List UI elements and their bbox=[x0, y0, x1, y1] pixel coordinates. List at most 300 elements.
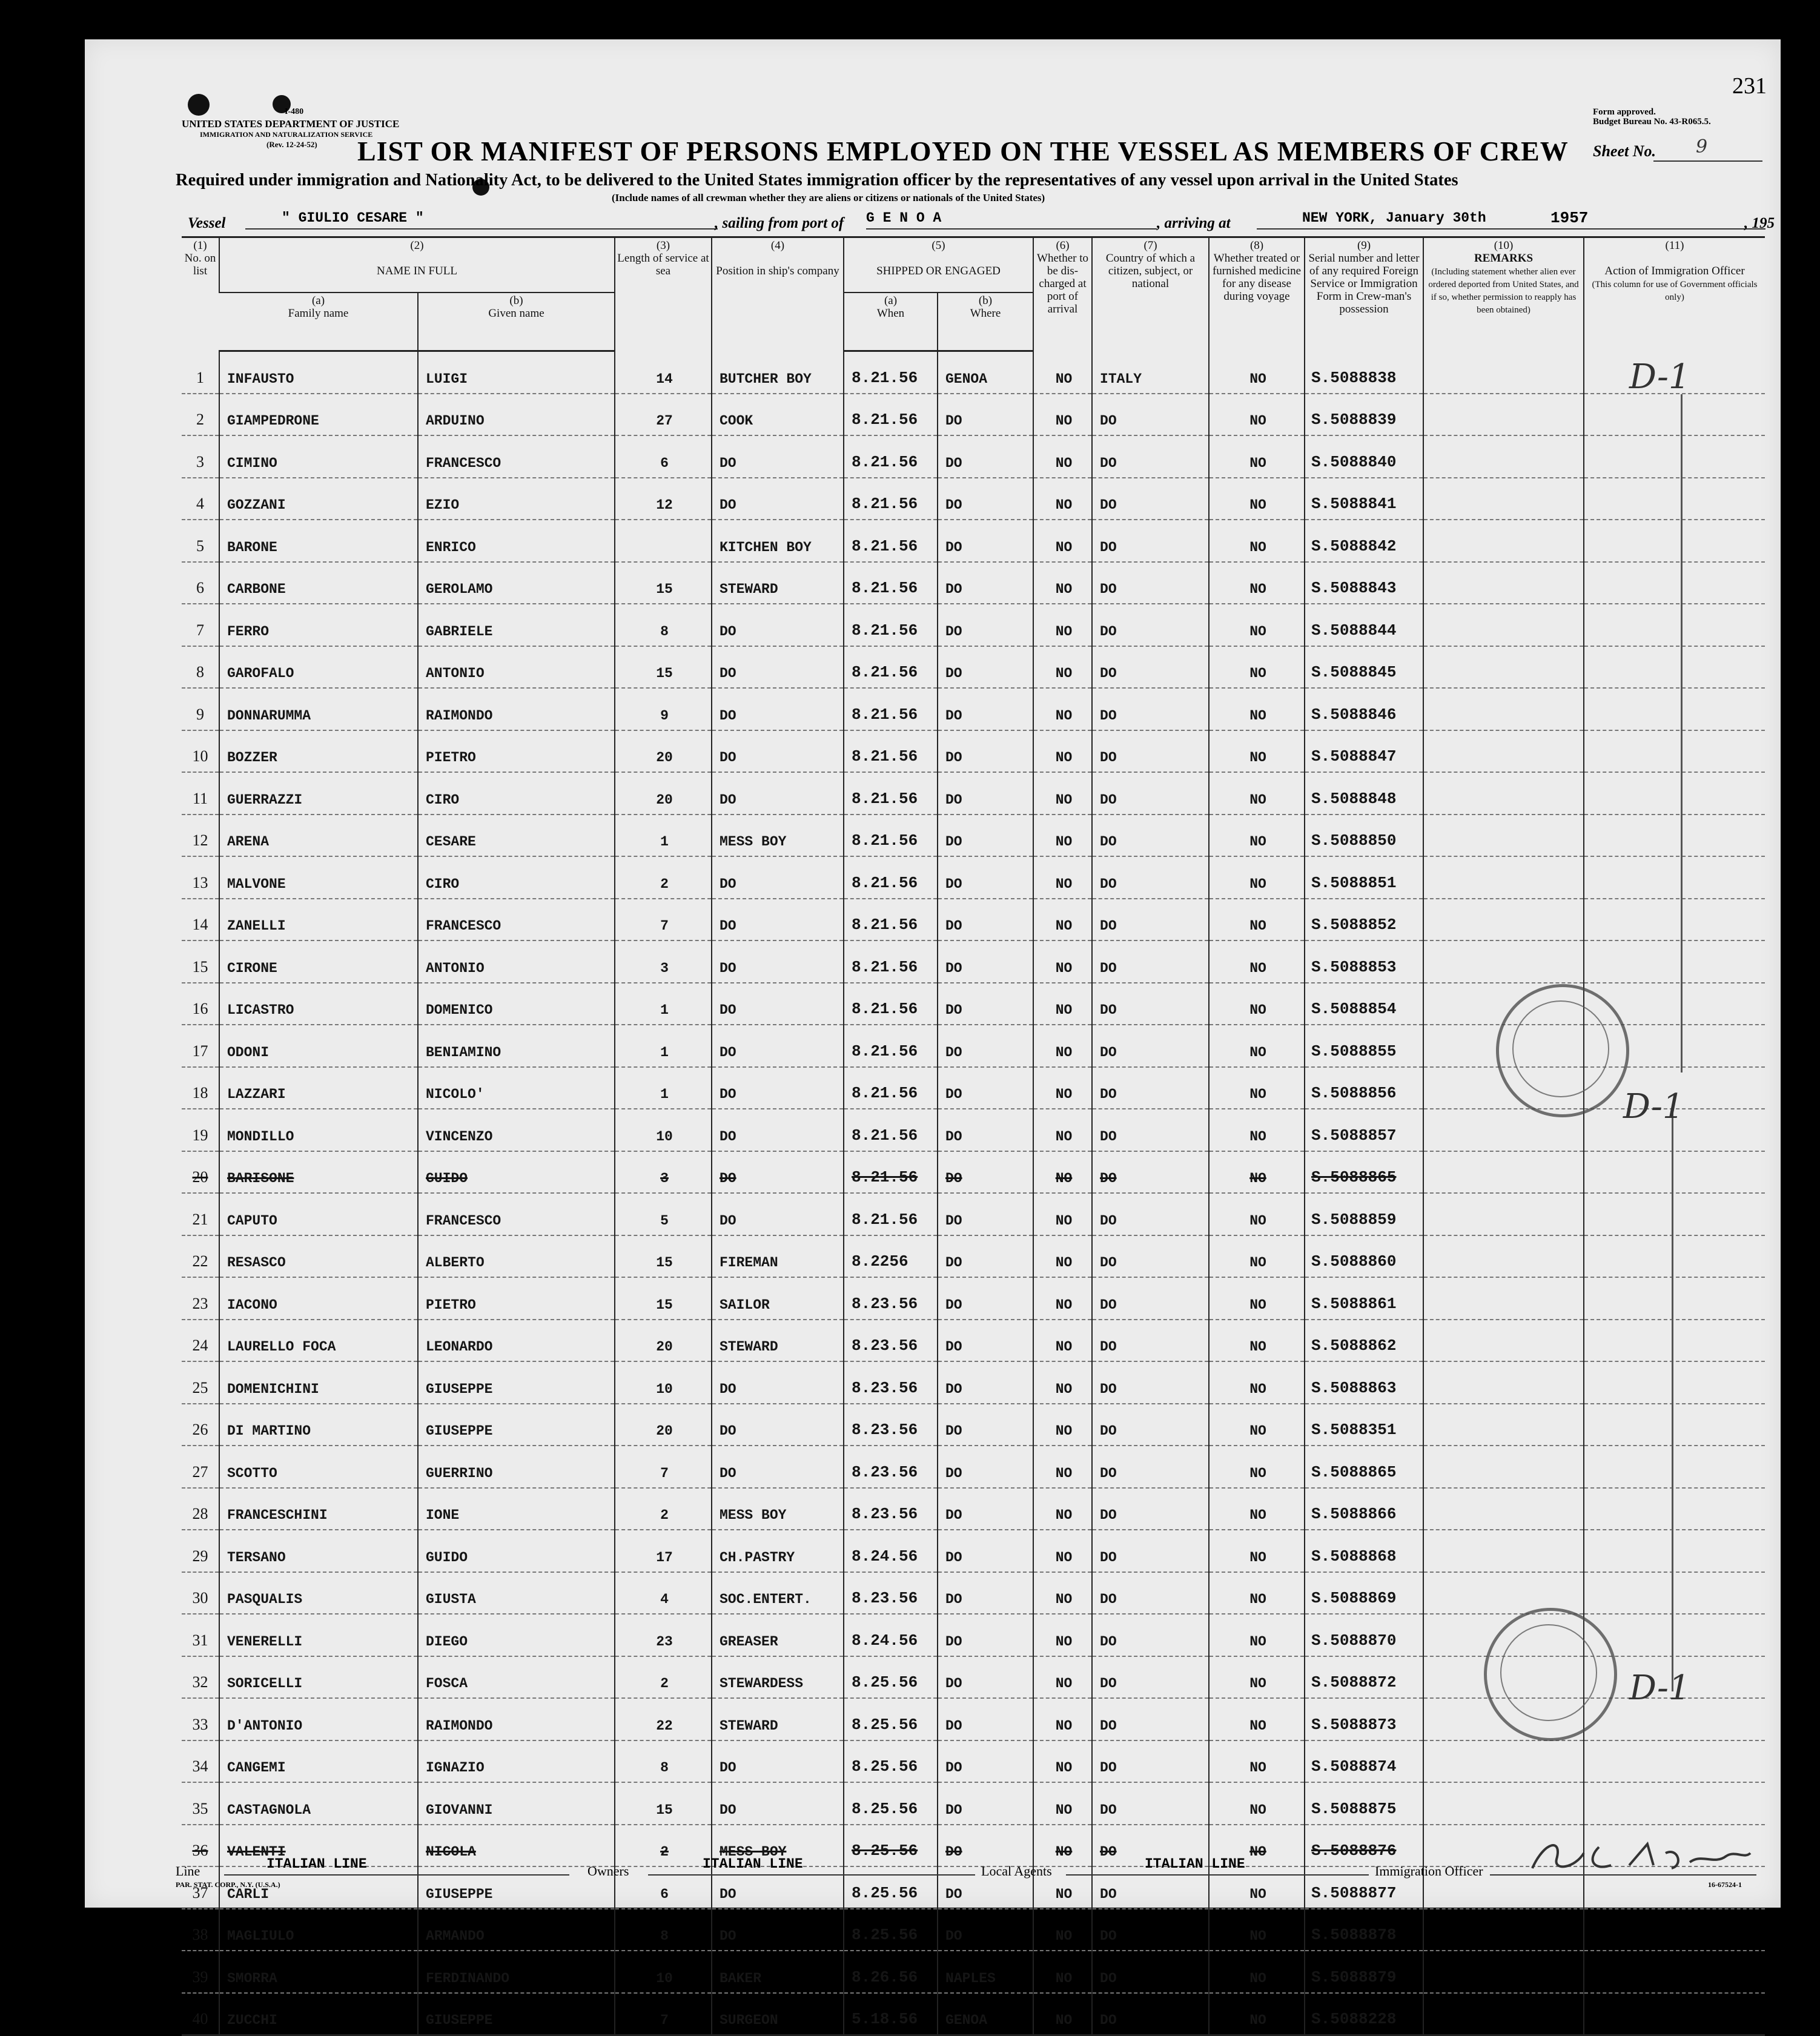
given-name-cell: NICOLO' bbox=[418, 1067, 615, 1109]
shipped-when-cell: 8.21.56 bbox=[844, 1025, 938, 1067]
discharge-cell: NO bbox=[1033, 1151, 1092, 1194]
discharge-cell: NO bbox=[1033, 1698, 1092, 1740]
table-row bbox=[182, 1277, 1765, 1320]
remarks-cell bbox=[1423, 1277, 1584, 1320]
service-length-cell: 15 bbox=[615, 1235, 712, 1278]
shipped-when-cell: 8.23.56 bbox=[844, 1572, 938, 1615]
remarks-cell bbox=[1423, 940, 1584, 983]
officer-action-cell bbox=[1584, 1235, 1765, 1278]
service-length-cell: 2 bbox=[615, 856, 712, 899]
discharge-cell: NO bbox=[1033, 1320, 1092, 1362]
country-cell: DO bbox=[1092, 1614, 1209, 1656]
row-number-cell: 3 bbox=[182, 435, 219, 478]
discharge-cell: NO bbox=[1033, 1361, 1092, 1404]
table-row bbox=[182, 1446, 1765, 1488]
position-cell: DO bbox=[712, 646, 844, 689]
sheet-number: 9 bbox=[1696, 136, 1708, 157]
shipped-when-cell: 8.25.56 bbox=[844, 1909, 938, 1951]
revision: (Rev. 12-24-52) bbox=[266, 140, 317, 149]
family-name-cell: GUERRAZZI bbox=[219, 772, 418, 815]
country-cell: DO bbox=[1092, 1825, 1209, 1867]
medicine-cell: NO bbox=[1209, 899, 1305, 941]
table-row bbox=[182, 604, 1765, 646]
medicine-cell: NO bbox=[1209, 1361, 1305, 1404]
action-bracket-line bbox=[1672, 1110, 1673, 1691]
country-cell: DO bbox=[1092, 1446, 1209, 1488]
remarks-cell bbox=[1423, 688, 1584, 730]
action-note: D-1 bbox=[1629, 1668, 1690, 1708]
officer-action-cell bbox=[1584, 688, 1765, 730]
service-length-cell: 10 bbox=[615, 1109, 712, 1151]
serial-number-cell: S.5088872 bbox=[1305, 1656, 1423, 1699]
given-name-cell: ENRICO bbox=[418, 520, 615, 562]
serial-number-cell: S.5088859 bbox=[1305, 1193, 1423, 1235]
table-row bbox=[182, 1151, 1765, 1194]
table-row bbox=[182, 688, 1765, 730]
medicine-cell: NO bbox=[1209, 1320, 1305, 1362]
officer-action-cell bbox=[1584, 772, 1765, 815]
position-cell: DO bbox=[712, 1193, 844, 1235]
country-cell: DO bbox=[1092, 435, 1209, 478]
remarks-cell bbox=[1423, 562, 1584, 604]
col-name-header: (2) NAME IN FULL bbox=[219, 237, 615, 293]
medicine-cell: NO bbox=[1209, 1740, 1305, 1783]
officer-signature bbox=[1526, 1835, 1756, 1877]
shipped-where-cell: DO bbox=[938, 1782, 1033, 1825]
position-cell: DO bbox=[712, 772, 844, 815]
medicine-cell: NO bbox=[1209, 1446, 1305, 1488]
row-number-cell: 36 bbox=[182, 1825, 219, 1867]
serial-number-cell: S.5088838 bbox=[1305, 351, 1423, 394]
row-number-cell: 31 bbox=[182, 1614, 219, 1656]
shipped-where-cell: DO bbox=[938, 1193, 1033, 1235]
service-length-cell: 20 bbox=[615, 1320, 712, 1362]
serial-number-cell: S.5088863 bbox=[1305, 1361, 1423, 1404]
service-length-cell: 12 bbox=[615, 478, 712, 520]
given-name-cell: ALBERTO bbox=[418, 1235, 615, 1278]
discharge-cell: NO bbox=[1033, 899, 1092, 941]
action-note: D-1 bbox=[1629, 357, 1690, 397]
table-row bbox=[182, 856, 1765, 899]
service-length-cell: 1 bbox=[615, 1025, 712, 1067]
shipped-when-cell: 8.21.56 bbox=[844, 478, 938, 520]
discharge-cell: NO bbox=[1033, 940, 1092, 983]
consulate-stamp bbox=[1496, 984, 1629, 1117]
given-name-cell: CESARE bbox=[418, 815, 615, 857]
position-cell: DO bbox=[712, 899, 844, 941]
medicine-cell: NO bbox=[1209, 1235, 1305, 1278]
medicine-cell: NO bbox=[1209, 1866, 1305, 1909]
officer-action-cell bbox=[1584, 520, 1765, 562]
shipped-when-cell: 8.21.56 bbox=[844, 1193, 938, 1235]
family-name-cell: RESASCO bbox=[219, 1235, 418, 1278]
row-number-cell: 4 bbox=[182, 478, 219, 520]
sailing-label: , sailing from port of bbox=[715, 215, 844, 231]
shipped-when-cell: 8.21.56 bbox=[844, 940, 938, 983]
remarks-cell bbox=[1423, 435, 1584, 478]
family-name-cell: MONDILLO bbox=[219, 1109, 418, 1151]
medicine-cell: NO bbox=[1209, 1909, 1305, 1951]
row-number-cell: 9 bbox=[182, 688, 219, 730]
arriving-year: 1957 bbox=[1550, 209, 1589, 227]
shipped-where-cell: DO bbox=[938, 1698, 1033, 1740]
service: IMMIGRATION AND NATURALIZATION SERVICE bbox=[200, 130, 373, 139]
position-cell: DO bbox=[712, 604, 844, 646]
country-cell: DO bbox=[1092, 1951, 1209, 1993]
position-cell: DO bbox=[712, 1109, 844, 1151]
service-length-cell: 27 bbox=[615, 394, 712, 436]
discharge-cell: NO bbox=[1033, 604, 1092, 646]
discharge-cell: NO bbox=[1033, 856, 1092, 899]
shipped-where-cell: DO bbox=[938, 730, 1033, 773]
family-name-cell: CASTAGNOLA bbox=[219, 1782, 418, 1825]
country-cell: DO bbox=[1092, 1572, 1209, 1615]
remarks-cell bbox=[1423, 899, 1584, 941]
table-row bbox=[182, 940, 1765, 983]
footer-line: ITALIAN LINE bbox=[266, 1856, 367, 1872]
position-cell: STEWARDESS bbox=[712, 1656, 844, 1699]
family-name-cell: BARISONE bbox=[219, 1151, 418, 1194]
officer-action-cell bbox=[1584, 1404, 1765, 1446]
remarks-cell bbox=[1423, 856, 1584, 899]
serial-number-cell: S.5088865 bbox=[1305, 1446, 1423, 1488]
family-name-cell: MALVONE bbox=[219, 856, 418, 899]
col-shipped-header: (5) SHIPPED OR ENGAGED bbox=[844, 237, 1033, 293]
serial-number-cell: S.5088845 bbox=[1305, 646, 1423, 689]
action-note: D-1 bbox=[1623, 1087, 1684, 1126]
medicine-cell: NO bbox=[1209, 1277, 1305, 1320]
row-number-cell: 30 bbox=[182, 1572, 219, 1615]
row-number-cell: 38 bbox=[182, 1909, 219, 1951]
medicine-cell: NO bbox=[1209, 1109, 1305, 1151]
col-no-header: (1) No. on list bbox=[182, 237, 219, 351]
remarks-cell bbox=[1423, 394, 1584, 436]
shipped-where-cell: DO bbox=[938, 983, 1033, 1025]
shipped-when-cell: 8.21.56 bbox=[844, 1067, 938, 1109]
position-cell: DO bbox=[712, 1740, 844, 1783]
sailing-port: G E N O A bbox=[866, 210, 942, 226]
family-name-cell: INFAUSTO bbox=[219, 351, 418, 394]
remarks-cell bbox=[1423, 1909, 1584, 1951]
remarks-cell bbox=[1423, 646, 1584, 689]
position-cell: MESS BOY bbox=[712, 1488, 844, 1530]
country-cell: DO bbox=[1092, 1404, 1209, 1446]
row-number-cell: 35 bbox=[182, 1782, 219, 1825]
remarks-cell bbox=[1423, 1404, 1584, 1446]
table-row bbox=[182, 1361, 1765, 1404]
family-name-cell: SMORRA bbox=[219, 1951, 418, 1993]
family-name-cell: ARENA bbox=[219, 815, 418, 857]
col-serial-header: (9) Serial number and letter of any required Foreign Service or Immigration Form in Crew-man's possession bbox=[1305, 237, 1423, 351]
medicine-cell: NO bbox=[1209, 856, 1305, 899]
country-cell: DO bbox=[1092, 394, 1209, 436]
row-number-cell: 8 bbox=[182, 646, 219, 689]
col-medicine-header: (8) Whether treated or furnished medicine for any disease during voyage bbox=[1209, 237, 1305, 351]
discharge-cell: NO bbox=[1033, 1067, 1092, 1109]
position-cell: STEWARD bbox=[712, 1320, 844, 1362]
family-name-cell: VALENTI bbox=[219, 1825, 418, 1867]
col-discharged-header: (6) Whether to be dis-charged at port of arrival bbox=[1033, 237, 1092, 351]
table-row bbox=[182, 646, 1765, 689]
shipped-when-cell: 8.21.56 bbox=[844, 688, 938, 730]
serial-number-cell: S.5088877 bbox=[1305, 1866, 1423, 1909]
country-cell: DO bbox=[1092, 1151, 1209, 1194]
remarks-cell bbox=[1423, 730, 1584, 773]
shipped-when-cell: 8.23.56 bbox=[844, 1404, 938, 1446]
shipped-when-cell: 5.18.56 bbox=[844, 1993, 938, 2035]
row-number-cell: 21 bbox=[182, 1193, 219, 1235]
position-cell: SOC.ENTERT. bbox=[712, 1572, 844, 1615]
table-row bbox=[182, 478, 1765, 520]
table-row bbox=[182, 815, 1765, 857]
shipped-when-cell: 8.25.56 bbox=[844, 1825, 938, 1867]
shipped-where-cell: DO bbox=[938, 1909, 1033, 1951]
shipped-where-cell: DO bbox=[938, 394, 1033, 436]
col-action-header: (11) Action of Immigration Officer (This column for use of Government officials only) bbox=[1584, 237, 1765, 351]
row-number-cell: 24 bbox=[182, 1320, 219, 1362]
country-cell: DO bbox=[1092, 772, 1209, 815]
budget-bureau: Budget Bureau No. 43-R065.5. bbox=[1593, 117, 1711, 127]
discharge-cell: NO bbox=[1033, 1446, 1092, 1488]
given-name-cell: GIUSEPPE bbox=[418, 1361, 615, 1404]
position-cell: STEWARD bbox=[712, 562, 844, 604]
given-name-cell: GUERRINO bbox=[418, 1446, 615, 1488]
service-length-cell: 20 bbox=[615, 730, 712, 773]
shipped-when-cell: 8.25.56 bbox=[844, 1866, 938, 1909]
vessel-label: Vessel bbox=[188, 215, 226, 231]
discharge-cell: NO bbox=[1033, 1656, 1092, 1699]
medicine-cell: NO bbox=[1209, 772, 1305, 815]
row-number-cell: 17 bbox=[182, 1025, 219, 1067]
officer-action-cell bbox=[1584, 856, 1765, 899]
country-cell: DO bbox=[1092, 1909, 1209, 1951]
remarks-cell bbox=[1423, 1740, 1584, 1783]
medicine-cell: NO bbox=[1209, 1951, 1305, 1993]
form-approved: Form approved. bbox=[1593, 107, 1656, 117]
service-length-cell: 2 bbox=[615, 1825, 712, 1867]
shipped-when-cell: 8.21.56 bbox=[844, 730, 938, 773]
position-cell: DO bbox=[712, 1866, 844, 1909]
discharge-cell: NO bbox=[1033, 1193, 1092, 1235]
service-length-cell: 4 bbox=[615, 1572, 712, 1615]
remarks-cell bbox=[1423, 604, 1584, 646]
given-name-cell: FRANCESCO bbox=[418, 435, 615, 478]
shipped-when-cell: 8.23.56 bbox=[844, 1446, 938, 1488]
serial-number-cell: S.5088860 bbox=[1305, 1235, 1423, 1278]
medicine-cell: NO bbox=[1209, 1614, 1305, 1656]
discharge-cell: NO bbox=[1033, 1951, 1092, 1993]
arriving-line bbox=[1257, 228, 1765, 230]
given-name-cell: GUIDO bbox=[418, 1151, 615, 1194]
row-number-cell: 14 bbox=[182, 899, 219, 941]
family-name-cell: CAPUTO bbox=[219, 1193, 418, 1235]
medicine-cell: NO bbox=[1209, 1404, 1305, 1446]
row-number-cell: 33 bbox=[182, 1698, 219, 1740]
given-name-cell: NICOLA bbox=[418, 1825, 615, 1867]
family-name-cell: CARLI bbox=[219, 1866, 418, 1909]
discharge-cell: NO bbox=[1033, 394, 1092, 436]
service-length-cell: 1 bbox=[615, 1067, 712, 1109]
discharge-cell: NO bbox=[1033, 1993, 1092, 2035]
shipped-when-cell: 8.23.56 bbox=[844, 1488, 938, 1530]
position-cell: KITCHEN BOY bbox=[712, 520, 844, 562]
row-number-cell: 40 bbox=[182, 1993, 219, 2035]
col-family-header: (a) Family name bbox=[219, 293, 418, 351]
remarks-cell bbox=[1423, 1151, 1584, 1194]
shipped-where-cell: DO bbox=[938, 1572, 1033, 1615]
shipped-when-cell: 8.23.56 bbox=[844, 1277, 938, 1320]
service-length-cell: 6 bbox=[615, 435, 712, 478]
table-row bbox=[182, 1782, 1765, 1825]
family-name-cell: DOMENICHINI bbox=[219, 1361, 418, 1404]
given-name-cell: BENIAMINO bbox=[418, 1025, 615, 1067]
serial-number-cell: S.5088842 bbox=[1305, 520, 1423, 562]
shipped-when-cell: 8.21.56 bbox=[844, 1109, 938, 1151]
family-name-cell: SCOTTO bbox=[219, 1446, 418, 1488]
position-cell: DO bbox=[712, 1782, 844, 1825]
family-name-cell: ZANELLI bbox=[219, 899, 418, 941]
row-number-cell: 16 bbox=[182, 983, 219, 1025]
table-row bbox=[182, 1909, 1765, 1951]
family-name-cell: LAZZARI bbox=[219, 1067, 418, 1109]
family-name-cell: SORICELLI bbox=[219, 1656, 418, 1699]
officer-action-cell bbox=[1584, 1782, 1765, 1825]
service-length-cell: 3 bbox=[615, 940, 712, 983]
family-name-cell: DI MARTINO bbox=[219, 1404, 418, 1446]
footer-owners-underline bbox=[648, 1874, 975, 1876]
discharge-cell: NO bbox=[1033, 983, 1092, 1025]
discharge-cell: NO bbox=[1033, 435, 1092, 478]
officer-action-cell bbox=[1584, 478, 1765, 520]
position-cell: STEWARD bbox=[712, 1698, 844, 1740]
country-cell: DO bbox=[1092, 604, 1209, 646]
arriving-label: , arriving at bbox=[1157, 215, 1231, 231]
family-name-cell: GAROFALO bbox=[219, 646, 418, 689]
shipped-where-cell: DO bbox=[938, 1825, 1033, 1867]
row-number-cell: 25 bbox=[182, 1361, 219, 1404]
row-number-cell: 1 bbox=[182, 351, 219, 394]
discharge-cell: NO bbox=[1033, 772, 1092, 815]
discharge-cell: NO bbox=[1033, 1109, 1092, 1151]
service-length-cell: 9 bbox=[615, 688, 712, 730]
vessel-name: " GIULIO CESARE " bbox=[282, 210, 424, 226]
given-name-cell: ANTONIO bbox=[418, 940, 615, 983]
serial-number-cell: S.5088841 bbox=[1305, 478, 1423, 520]
position-cell: DO bbox=[712, 1067, 844, 1109]
remarks-cell bbox=[1423, 478, 1584, 520]
shipped-when-cell: 8.21.56 bbox=[844, 351, 938, 394]
serial-number-cell: S.5088856 bbox=[1305, 1067, 1423, 1109]
given-name-cell: ARMANDO bbox=[418, 1909, 615, 1951]
given-name-cell: RAIMONDO bbox=[418, 1698, 615, 1740]
row-number-cell: 23 bbox=[182, 1277, 219, 1320]
country-cell: DO bbox=[1092, 478, 1209, 520]
service-length-cell: 8 bbox=[615, 1740, 712, 1783]
shipped-where-cell: DO bbox=[938, 562, 1033, 604]
serial-number-cell: S.5088870 bbox=[1305, 1614, 1423, 1656]
form-code: 16-67524-1 bbox=[1708, 1880, 1742, 1889]
shipped-when-cell: 8.21.56 bbox=[844, 646, 938, 689]
row-number-cell: 29 bbox=[182, 1530, 219, 1572]
service-length-cell: 5 bbox=[615, 1193, 712, 1235]
shipped-when-cell: 8.24.56 bbox=[844, 1614, 938, 1656]
officer-action-cell bbox=[1584, 1740, 1765, 1783]
table-row bbox=[182, 1530, 1765, 1572]
service-length-cell: 23 bbox=[615, 1614, 712, 1656]
medicine-cell: NO bbox=[1209, 1782, 1305, 1825]
service-length-cell: 3 bbox=[615, 1151, 712, 1194]
given-name-cell: VINCENZO bbox=[418, 1109, 615, 1151]
shipped-when-cell: 8.21.56 bbox=[844, 435, 938, 478]
row-number-cell: 26 bbox=[182, 1404, 219, 1446]
position-cell: SURGEON bbox=[712, 1993, 844, 2035]
given-name-cell: CIRO bbox=[418, 856, 615, 899]
table-row bbox=[182, 562, 1765, 604]
row-number-cell: 7 bbox=[182, 604, 219, 646]
row-number-cell: 32 bbox=[182, 1656, 219, 1699]
shipped-where-cell: DO bbox=[938, 1109, 1033, 1151]
given-name-cell: IONE bbox=[418, 1488, 615, 1530]
position-cell: DO bbox=[712, 1151, 844, 1194]
col-length-header: (3) Length of service at sea bbox=[615, 237, 712, 351]
given-name-cell: GABRIELE bbox=[418, 604, 615, 646]
shipped-where-cell: DO bbox=[938, 1235, 1033, 1278]
shipped-when-cell: 8.24.56 bbox=[844, 1530, 938, 1572]
shipped-where-cell: DO bbox=[938, 1404, 1033, 1446]
remarks-cell bbox=[1423, 815, 1584, 857]
medicine-cell: NO bbox=[1209, 1698, 1305, 1740]
country-cell: DO bbox=[1092, 1109, 1209, 1151]
discharge-cell: NO bbox=[1033, 1866, 1092, 1909]
shipped-where-cell: DO bbox=[938, 435, 1033, 478]
discharge-cell: NO bbox=[1033, 1614, 1092, 1656]
discharge-cell: NO bbox=[1033, 730, 1092, 773]
family-name-cell: LICASTRO bbox=[219, 983, 418, 1025]
shipped-where-cell: GENOA bbox=[938, 1993, 1033, 2035]
given-name-cell: FRANCESCO bbox=[418, 899, 615, 941]
remarks-cell bbox=[1423, 1361, 1584, 1404]
family-name-cell: FRANCESCHINI bbox=[219, 1488, 418, 1530]
given-name-cell: LEONARDO bbox=[418, 1320, 615, 1362]
row-number-cell: 39 bbox=[182, 1951, 219, 1993]
discharge-cell: NO bbox=[1033, 351, 1092, 394]
remarks-cell bbox=[1423, 1193, 1584, 1235]
shipped-where-cell: NAPLES bbox=[938, 1951, 1033, 1993]
family-name-cell: MAGLIULO bbox=[219, 1909, 418, 1951]
given-name-cell: GIUSTA bbox=[418, 1572, 615, 1615]
given-name-cell: IGNAZIO bbox=[418, 1740, 615, 1783]
service-length-cell: 7 bbox=[615, 1993, 712, 2035]
crew-rows bbox=[182, 351, 1765, 2035]
given-name-cell: FERDINANDO bbox=[418, 1951, 615, 1993]
footer-agents-underline bbox=[1066, 1874, 1369, 1876]
page-number: 231 bbox=[1732, 73, 1767, 99]
family-name-cell: ODONI bbox=[219, 1025, 418, 1067]
given-name-cell: EZIO bbox=[418, 478, 615, 520]
country-cell: DO bbox=[1092, 1488, 1209, 1530]
vessel-line bbox=[245, 228, 718, 230]
remarks-cell bbox=[1423, 1530, 1584, 1572]
table-row bbox=[182, 520, 1765, 562]
position-cell: DO bbox=[712, 1404, 844, 1446]
shipped-when-cell: 8.23.56 bbox=[844, 1361, 938, 1404]
shipped-when-cell: 8.25.56 bbox=[844, 1656, 938, 1699]
shipped-when-cell: 8.21.56 bbox=[844, 520, 938, 562]
officer-action-cell bbox=[1584, 1151, 1765, 1194]
shipped-where-cell: DO bbox=[938, 604, 1033, 646]
action-bracket-line bbox=[1681, 394, 1683, 1073]
country-cell: DO bbox=[1092, 1993, 1209, 2035]
